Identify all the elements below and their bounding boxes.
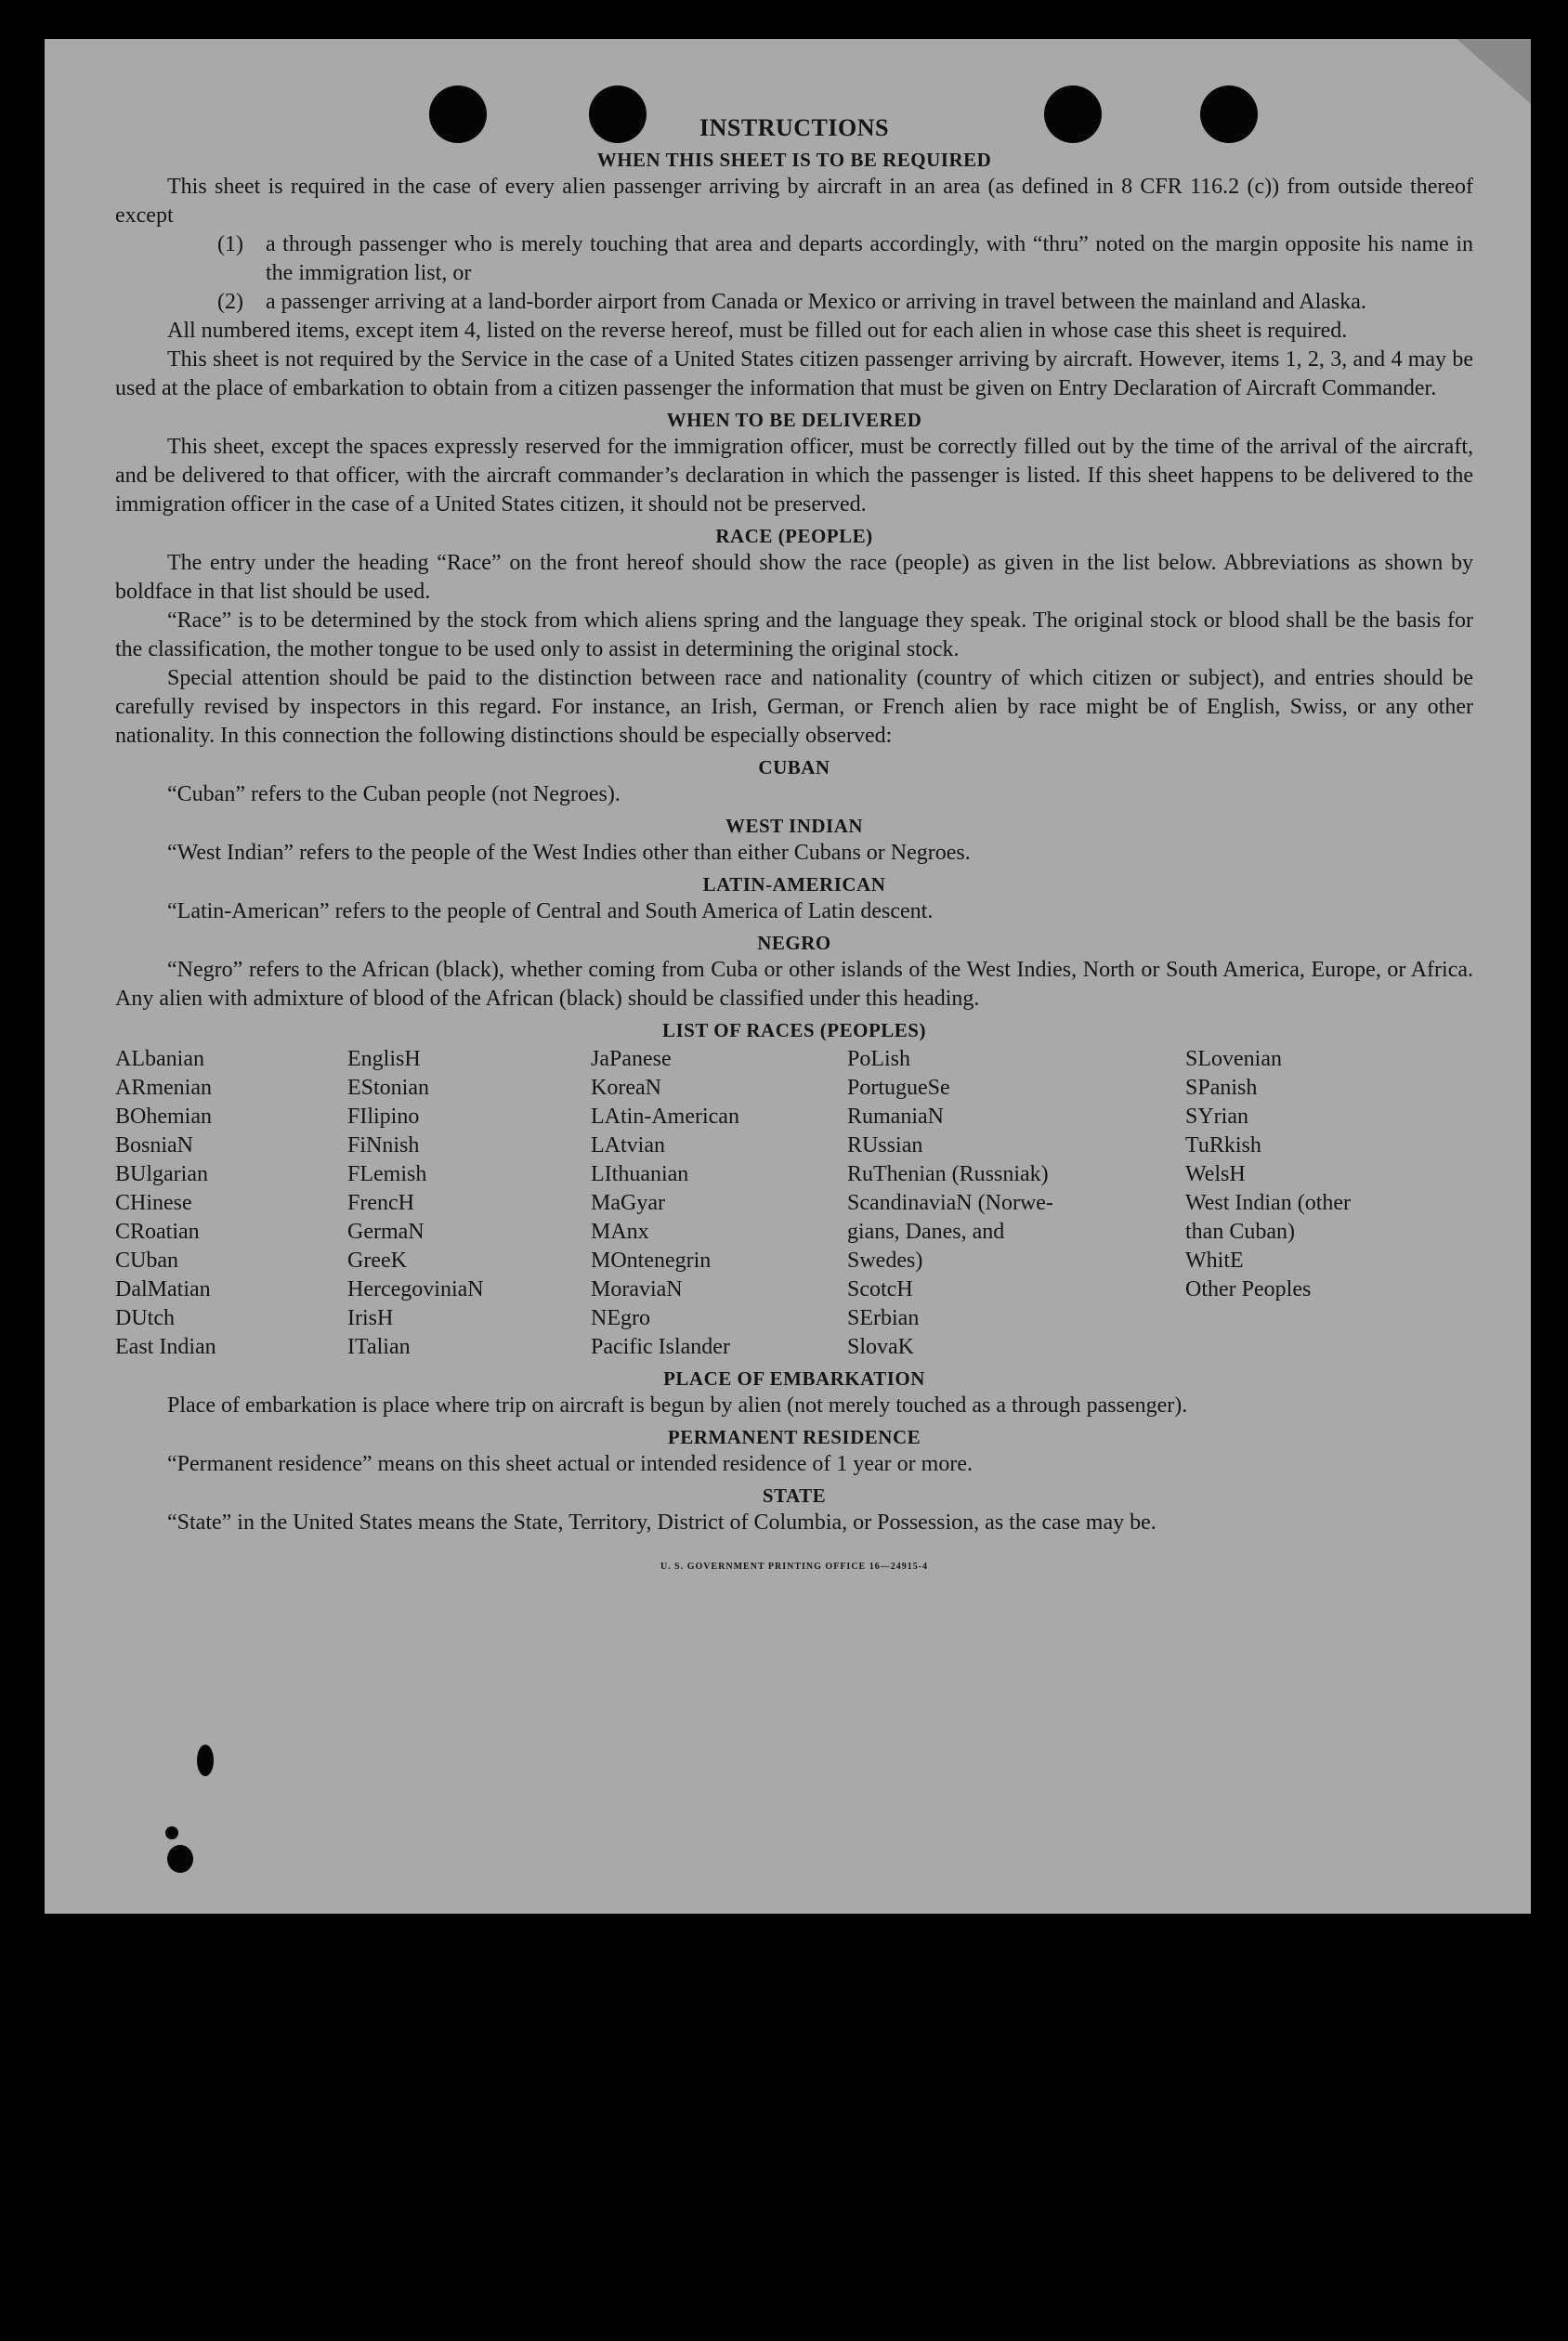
race-item: SlovaK [847,1335,914,1359]
race-column [1185,1045,1473,1362]
race-item: MOntenegrin [591,1249,712,1273]
race-item: BosniaN [115,1133,193,1157]
race-column [847,1045,1185,1362]
race-item: JaPanese [591,1047,672,1071]
ink-blot [165,1826,178,1839]
race-item: Swedes) [847,1249,923,1273]
list-number: (1) [217,232,243,256]
race-item: CRoatian [115,1220,200,1244]
paragraph: “Race” is to be determined by the stock from which aliens spring and the language they speak. The original stock or blood shall be the basis for the classification, the mother tongue to be used only to assist in determining the original stock. [115,608,1473,661]
ink-blot [167,1845,193,1873]
section-heading: STATE [762,1484,827,1507]
race-item: LIthuanian [591,1162,689,1186]
race-column [115,1045,347,1362]
race-item: LAtin-American [591,1105,739,1129]
paragraph: “Permanent residence” means on this sheet actual or intended residence of 1 year or more. [167,1452,973,1476]
race-item: SPanish [1185,1076,1258,1100]
race-item: PoLish [847,1047,911,1071]
race-item: ALbanian [115,1047,204,1071]
race-item: CUban [115,1249,178,1273]
race-item: BOhemian [115,1105,212,1129]
paragraph: “Negro” refers to the African (black), whether coming from Cuba or other islands of the West Indies, North or South America, Europe, or Africa. Any alien with admixture of blood of the African (black) should be classified under this heading. [115,958,1473,1011]
race-item: KoreaN [591,1076,661,1100]
paragraph: All numbered items, except item 4, listed on the reverse hereof, must be filled out for each alien in whose case this sheet is required. [167,319,1348,343]
race-item: ARmenian [115,1076,212,1100]
race-list [115,1045,1473,1362]
list-text: a passenger arriving at a land-border airport from Canada or Mexico or arriving in travel between the mainland and Alaska. [266,290,1366,314]
section-heading: WHEN TO BE DELIVERED [666,409,922,431]
paragraph: “Cuban” refers to the Cuban people (not Negroes). [167,782,621,806]
paragraph: “Latin-American” refers to the people of Central and South America of Latin descent. [167,899,934,923]
section-heading: LIST OF RACES (PEOPLES) [662,1019,926,1041]
race-item: East Indian [115,1335,216,1359]
race-item: DalMatian [115,1277,211,1301]
race-item: RumaniaN [847,1105,944,1129]
race-item: PortugueSe [847,1076,950,1100]
race-item: RUssian [847,1133,923,1157]
race-item: Pacific Islander [591,1335,730,1359]
section-heading: NEGRO [757,932,831,954]
race-item: CHinese [115,1191,192,1215]
list-text: a through passenger who is merely touching that area and departs accordingly, with “thru” noted on the margin opposite his name in the immigration list, or [266,232,1473,285]
paragraph: Place of embarkation is place where trip on aircraft is begun by alien (not merely touched as a through passenger). [167,1393,1188,1418]
race-item: ITalian [347,1335,411,1359]
race-item: BUlgarian [115,1162,208,1186]
race-item: SYrian [1185,1105,1248,1129]
race-item: FIlipino [347,1105,420,1129]
race-item: MoraviaN [591,1277,683,1301]
printer-imprint: U. S. GOVERNMENT PRINTING OFFICE 16—24915-4 [660,1562,929,1572]
race-item: Other Peoples [1185,1277,1312,1301]
race-item: LAtvian [591,1133,665,1157]
race-item: ScandinaviaN (Norwe- [847,1191,1053,1215]
race-item: EnglisH [347,1047,421,1071]
section-heading: CUBAN [758,756,830,778]
list-number: (2) [217,290,243,314]
race-item: MAnx [591,1220,649,1244]
race-item: West Indian (other [1185,1191,1352,1215]
paragraph: This sheet is required in the case of every alien passenger arriving by aircraft in an area (as defined in 8 CFR 116.2 (c)) from outside thereof except [115,175,1473,228]
race-item: HercegoviniaN [347,1277,484,1301]
race-column [347,1045,591,1362]
list-item [217,230,1473,288]
race-item: SLovenian [1185,1047,1282,1071]
race-item: SErbian [847,1306,920,1330]
paragraph: “West Indian” refers to the people of the West Indies other than either Cubans or Negroes. [167,841,971,865]
race-item: than Cuban) [1185,1220,1295,1244]
instructions-content [115,113,1473,1581]
section-heading: PERMANENT RESIDENCE [667,1426,921,1448]
race-item: ScotcH [847,1277,913,1301]
paragraph: This sheet is not required by the Service in the case of a United States citizen passenger arriving by aircraft. However, items 1, 2, 3, and 4 may be used at the place of embarkation to obtain from a citizen passenger the information that must be given on Entry Declaration of Aircraft Commander. [115,347,1473,400]
folded-corner [1457,39,1531,104]
race-item: FLemish [347,1162,427,1186]
paragraph: The entry under the heading “Race” on the front hereof should show the race (people) as given in the list below. Abbreviations as shown by boldface in that list should be used. [115,551,1473,604]
race-item: gians, Danes, and [847,1220,1005,1244]
section-heading: RACE (PEOPLE) [715,525,873,547]
race-item: GreeK [347,1249,407,1273]
race-item: EStonian [347,1076,429,1100]
race-item: NEgro [591,1306,650,1330]
race-item: GermaN [347,1220,425,1244]
document-sheet [45,39,1531,1914]
paragraph: “State” in the United States means the State, Territory, District of Columbia, or Possession, as the case may be. [167,1511,1156,1535]
ink-blot [197,1745,214,1776]
race-item: RuThenian (Russniak) [847,1162,1049,1186]
section-heading: LATIN-AMERICAN [702,873,886,896]
paragraph: Special attention should be paid to the distinction between race and nationality (country of which citizen or subject), and entries should be carefully revised by inspectors in this regard. For instance, an Irish, German, or French alien by race might be of English, Swiss, or any other nationality. In this connection the following distinctions should be especially observed: [115,666,1473,748]
paragraph: This sheet, except the spaces expressly reserved for the immigration officer, must be correctly filled out by the time of the arrival of the aircraft, and be delivered to that officer, with the aircraft commander’s declaration in which the passenger is listed. If this sheet happens to be delivered to the immigration officer in the case of a United States citizen, it should not be preserved. [115,435,1473,517]
race-item: TuRkish [1185,1133,1261,1157]
race-item: WelsH [1185,1162,1246,1186]
list-item [217,288,1473,317]
section-heading: WEST INDIAN [725,815,864,837]
race-item: MaGyar [591,1191,665,1215]
race-item: IrisH [347,1306,394,1330]
race-item: FrencH [347,1191,414,1215]
section-heading: PLACE OF EMBARKATION [663,1367,925,1390]
page-title: INSTRUCTIONS [699,114,889,141]
race-column [591,1045,847,1362]
race-item: WhitE [1185,1249,1244,1273]
section-heading: WHEN THIS SHEET IS TO BE REQUIRED [596,149,992,171]
race-item: FiNnish [347,1133,420,1157]
race-item: DUtch [115,1306,175,1330]
